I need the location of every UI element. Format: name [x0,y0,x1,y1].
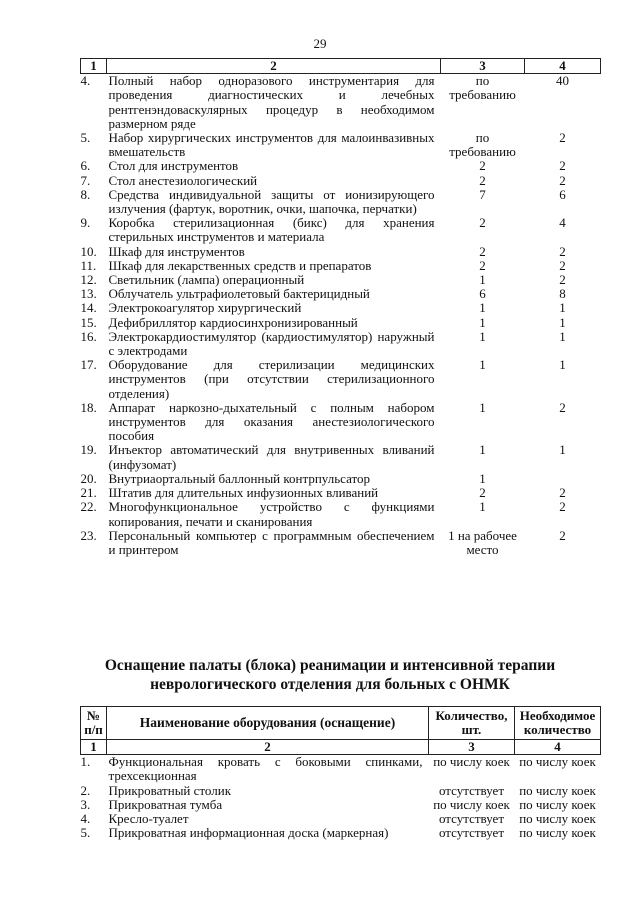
column-number-cell: 1 [81,740,107,755]
table-row [81,826,601,840]
item-name: Внутриаортальный баллонный контрпульсатор [108,470,371,486]
column-header-name: Наименование оборудования (оснащение) [107,707,429,740]
item-quantity: 2 [479,172,486,188]
table-row [81,500,601,528]
item-name: Многофункциональное устройство с функциями копирования, печати и сканирования [108,499,435,529]
item-name: Шкаф для лекарственных средств и препаратов [108,257,372,273]
item-name: Прикроватная информационная доска (маркерная) [108,825,389,841]
item-required-quantity: 1 [559,328,566,344]
column-header-quantity: Количество, шт. [429,707,515,740]
item-required-quantity: по числу коек [519,754,596,770]
item-required-quantity: 2 [559,499,566,515]
item-number: 5. [80,130,91,146]
column-number-cell: 1 [81,59,107,74]
item-name: Аппарат наркозно-дыхательный с полным набором инструментов для оказания анестезиологического пособия [108,399,435,444]
column-number-cell: 2 [107,740,429,755]
item-quantity: 2 [479,243,486,259]
item-number: 16. [80,328,97,344]
item-name: Прикроватная тумба [108,796,223,812]
item-quantity: 2 [479,158,486,174]
item-quantity: 1 [479,272,486,288]
table-row [81,358,601,401]
item-quantity: 1 [479,470,486,486]
item-number: 18. [80,399,97,415]
item-number: 22. [80,499,97,515]
item-quantity: 7 [479,186,486,202]
item-required-quantity: 1 [559,314,566,330]
column-number-cell: 4 [525,59,601,74]
item-quantity: 6 [479,286,486,302]
item-name: Светильник (лампа) операционный [108,272,305,288]
item-quantity: 1 [479,314,486,330]
table-header-row [81,707,601,740]
table-row [81,755,601,784]
table-row [81,131,601,159]
item-required-quantity: 2 [559,172,566,188]
item-number: 3. [80,796,91,812]
item-required-quantity: 2 [559,158,566,174]
item-quantity: по числу коек [433,796,510,812]
page-number: 29 [313,36,327,51]
item-number: 15. [80,314,97,330]
item-required-quantity: 2 [559,257,566,273]
item-number: 20. [80,470,97,486]
item-quantity: отсутствует [438,825,505,841]
item-name: Штатив для длительных инфузионных вливаний [108,485,379,501]
item-name: Облучатель ультрафиолетовый бактерицидный [108,286,370,302]
item-number: 19. [80,442,97,458]
item-number: 17. [80,357,97,373]
item-quantity: 2 [479,257,486,273]
item-required-quantity: 4 [559,215,566,231]
item-number: 12. [80,272,97,288]
item-required-quantity: по числу коек [519,796,596,812]
column-number-cell: 3 [441,59,525,74]
icu-equipment-table [80,706,601,840]
item-number: 9. [80,215,91,231]
table-row [81,216,601,244]
table-row [81,316,601,330]
column-header-number: № п/п [81,707,107,740]
item-name: Электрокардиостимулятор (кардиостимулятор) наружный с электродами [108,328,435,359]
item-name: Электрокоагулятор хирургический [108,300,302,316]
item-quantity: отсутствует [438,782,505,798]
item-quantity: 1 на рабочее место [448,527,517,557]
item-name: Коробка стерилизационная (бикс) для хранения стерильных инструментов и материала [108,215,435,245]
item-number: 8. [80,186,91,202]
item-number: 11. [80,257,97,273]
item-required-quantity: 2 [559,243,566,259]
item-name: Кресло-туалет [108,811,189,827]
table-row [81,472,601,486]
item-required-quantity: 1 [559,442,566,458]
item-quantity: 2 [479,215,486,231]
item-name: Набор хирургических инструментов для малоинвазивных вмешательств [108,130,435,160]
item-quantity: по требованию [449,73,516,103]
item-required-quantity: 2 [559,399,566,415]
table-row [81,443,601,471]
item-quantity: 1 [479,357,486,373]
item-required-quantity: 40 [556,73,569,89]
item-name: Прикроватный столик [108,782,232,798]
item-quantity: 1 [479,442,486,458]
item-number: 14. [80,300,97,316]
section-heading: Оснащение палаты (блока) реанимации и интенсивной терапии неврологического отделения для больных с ОНМК [104,657,556,693]
table-row [81,330,601,358]
item-quantity: отсутствует [438,811,505,827]
item-name: Дефибриллятор кардиосинхронизированный [108,314,358,330]
item-required-quantity: по числу коек [519,782,596,798]
table-row [81,812,601,826]
item-required-quantity: 1 [559,357,566,373]
item-number: 10. [80,243,97,259]
item-name: Средства индивидуальной защиты от ионизирующего излучения (фартук, воротник, очки, шапочка, перчатки) [108,186,435,217]
table-row [81,259,601,273]
table-row [81,486,601,500]
item-required-quantity: 2 [559,130,566,146]
item-number: 6. [80,158,91,174]
item-name: Шкаф для инструментов [108,243,245,259]
item-required-quantity: 2 [559,527,566,543]
column-header-required: Необходимое количество [515,707,601,740]
item-name: Функциональная кровать с боковыми спинками, трехсекционная [108,754,423,784]
item-required-quantity: 8 [559,286,566,302]
item-quantity: 1 [479,328,486,344]
item-number: 13. [80,286,97,302]
table-row [81,798,601,812]
item-required-quantity: по числу коек [519,811,596,827]
item-name: Инъектор автоматический для внутривенных вливаний (инфузомат) [108,442,435,472]
table-row [81,174,601,188]
table-row [81,245,601,259]
item-quantity: 2 [479,485,486,501]
item-required-quantity: 1 [559,300,566,316]
table-row [81,287,601,301]
table-header-row [81,59,601,74]
item-number: 1. [80,754,91,770]
column-number-cell: 3 [429,740,515,755]
item-quantity: по числу коек [433,754,510,770]
item-number: 4. [80,73,91,89]
column-number-row [81,740,601,755]
table-row [81,529,601,557]
item-name: Оборудование для стерилизации медицинских инструментов (при отсутствии стерилизационного отделения) [108,357,435,401]
table-row [81,74,601,131]
item-required-quantity: 2 [559,485,566,501]
item-required-quantity: 2 [559,272,566,288]
item-quantity: по требованию [449,130,516,160]
item-number: 2. [80,782,91,798]
item-number: 7. [80,172,91,188]
item-name: Стол для инструментов [108,158,239,174]
item-required-quantity [525,472,601,486]
item-quantity: 1 [479,499,486,515]
item-name: Стол анестезиологический [108,172,258,188]
equipment-table-continued [80,58,601,557]
item-number: 5. [80,825,91,841]
table-row [81,401,601,444]
table-row [81,273,601,287]
item-number: 21. [80,485,97,501]
item-quantity: 1 [479,300,486,316]
column-number-cell: 2 [107,59,441,74]
item-name: Полный набор одноразового инструментария для проведения диагностических и лечебных рентгенэндоваскулярных процедур в необходимом размерном ряде [108,73,435,131]
column-number-cell: 4 [515,740,601,755]
table-row [81,188,601,216]
item-name: Персональный компьютер с программным обеспечением и принтером [108,527,435,557]
item-number: 23. [80,527,97,543]
table-row [81,784,601,798]
item-number: 4. [80,811,91,827]
table-row [81,159,601,173]
item-quantity: 1 [479,399,486,415]
item-required-quantity: по числу коек [519,825,596,841]
table-row [81,301,601,315]
item-required-quantity: 6 [559,186,566,202]
